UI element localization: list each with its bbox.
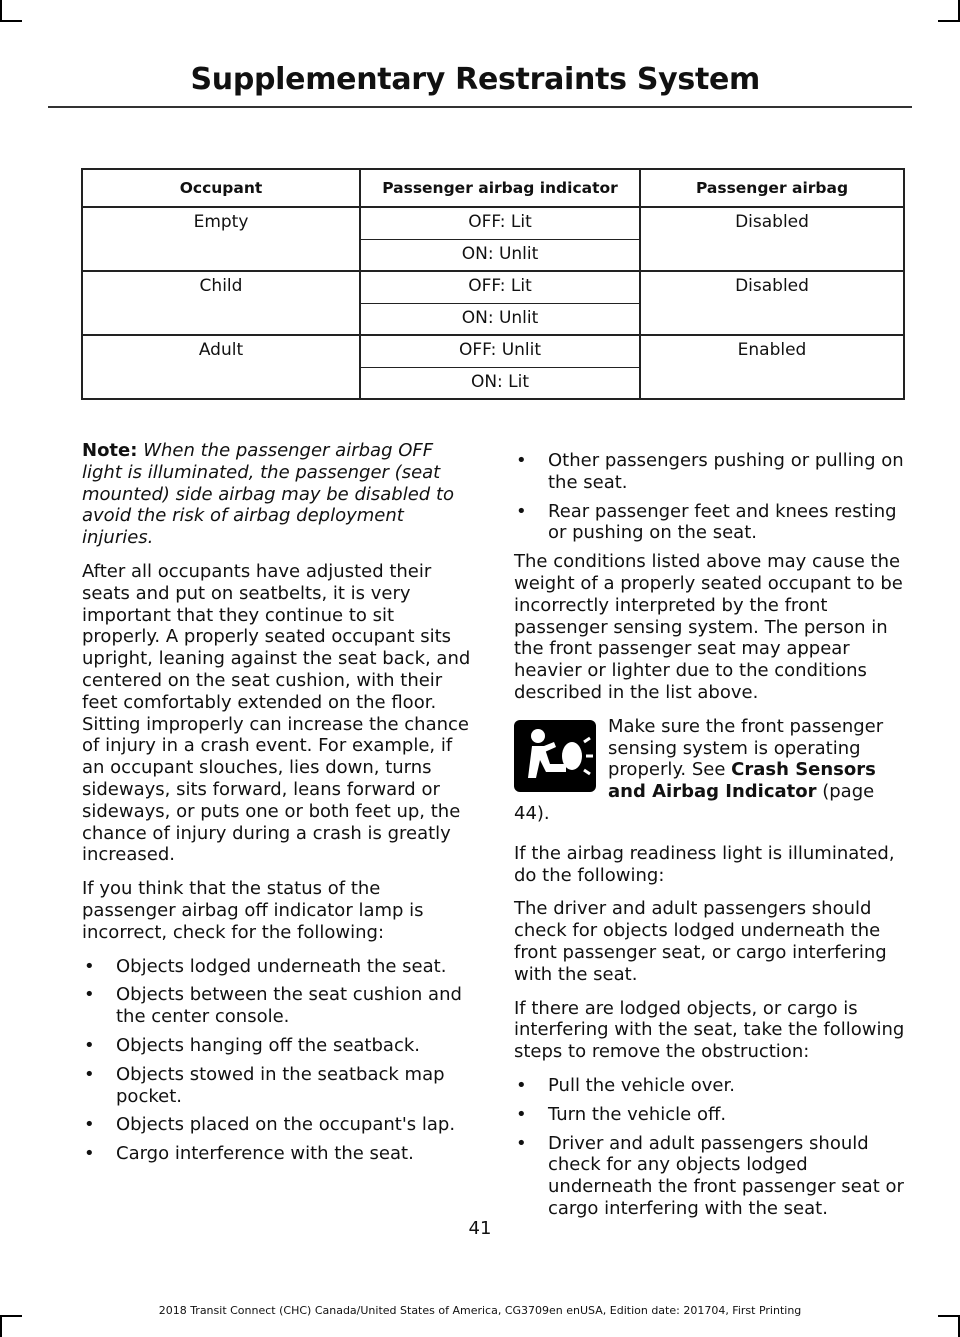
bullet-icon: • bbox=[516, 500, 527, 522]
table-row bbox=[82, 335, 904, 367]
bullet-icon: • bbox=[84, 984, 95, 1006]
footer-edition: 2018 Transit Connect (CHC) Canada/United States of America, CG3709en enUSA, Edition date: 201704, First Printing bbox=[158, 1304, 802, 1317]
paragraph: If there are lodged objects, or cargo is interfering with the seat, take the following steps to remove the obstruction: bbox=[514, 997, 905, 1063]
list-item: • Turn the vehicle off. bbox=[516, 1103, 727, 1125]
indicator-cell: ON: Unlit bbox=[360, 303, 640, 335]
list-item: • Pull the vehicle over. bbox=[516, 1074, 735, 1096]
paragraph: The conditions listed above may cause the weight of a properly seated occupant to be incorrectly interpreted by the front passenger sensing system. The person in the front passenger seat may appear heavier or lighter due to the conditions described in the list above. bbox=[514, 551, 903, 703]
paragraph: After all occupants have adjusted their seats and put on seatbelts, it is very important that they continue to sit properly. A properly seated occupant sits upright, leaning against the seat back, and centered on the seat cushion, with their feet comfortably extended on the floor. Sitting improperly can increase the chance of injury in a crash event. For example, if an occupant slouches, lies down, turns sideways, sits forward, leans forward or sideways, or puts one or both feet up, the chance of injury during a crash is greatly increased. bbox=[82, 560, 471, 866]
list-item: • Driver and adult passengers should check for any objects lodged underneath the front passenger seat or cargo interfering with the seat. bbox=[516, 1132, 904, 1219]
table-row bbox=[82, 271, 904, 303]
list-item: • Rear passenger feet and knees resting or pushing on the seat. bbox=[516, 500, 897, 544]
crop-mark bbox=[0, 1315, 2, 1337]
paragraph: The driver and adult passengers should check for objects lodged underneath the front passenger seat, or cargo interfering with the seat. bbox=[514, 898, 887, 985]
list-item: • Objects hanging off the seatback. bbox=[84, 1034, 420, 1056]
page-title: Supplementary Restraints System bbox=[190, 62, 760, 97]
indicator-cell: ON: Lit bbox=[360, 367, 640, 399]
indicator-cell: OFF: Unlit bbox=[360, 335, 640, 367]
airbag-cell: Disabled bbox=[640, 207, 904, 271]
indicator-cell: OFF: Lit bbox=[360, 207, 640, 239]
indicator-cell: ON: Unlit bbox=[360, 239, 640, 271]
bullet-icon: • bbox=[84, 1034, 95, 1056]
list-item: • Cargo interference with the seat. bbox=[84, 1143, 414, 1165]
table-header: Passenger airbag bbox=[640, 169, 904, 207]
paragraph: If the airbag readiness light is illuminated, do the following: bbox=[514, 842, 895, 886]
bullet-icon: • bbox=[516, 1074, 527, 1096]
table-header: Passenger airbag indicator bbox=[360, 169, 640, 207]
occupant-cell: Child bbox=[82, 271, 360, 335]
list-item: • Objects placed on the occupant's lap. bbox=[84, 1114, 456, 1136]
warning-block bbox=[514, 716, 906, 825]
bullet-icon: • bbox=[516, 1132, 527, 1154]
bullet-icon: • bbox=[516, 1103, 527, 1125]
check-list bbox=[82, 956, 474, 1165]
bullet-icon: • bbox=[84, 1114, 95, 1136]
bullet-icon: • bbox=[516, 450, 527, 471]
crop-mark bbox=[938, 20, 960, 22]
note-label: Note: bbox=[82, 440, 138, 461]
occupant-cell: Empty bbox=[82, 207, 360, 271]
airbag-status-table bbox=[81, 168, 905, 400]
crop-mark bbox=[0, 0, 2, 22]
page-number: 41 bbox=[468, 1218, 492, 1239]
table-header-row bbox=[82, 169, 904, 207]
occupant-cell: Adult bbox=[82, 335, 360, 399]
table-header: Occupant bbox=[82, 169, 360, 207]
page-reference: (page 44). bbox=[514, 781, 875, 824]
list-item: • Objects lodged underneath the seat. bbox=[84, 955, 447, 977]
paragraph: If you think that the status of the passenger airbag off indicator lamp is incorrect, check for the following: bbox=[82, 878, 424, 943]
note bbox=[82, 440, 474, 549]
airbag-cell: Disabled bbox=[640, 271, 904, 335]
cross-reference-link[interactable]: Crash Sensors and Airbag Indicator bbox=[608, 759, 876, 803]
airbag-warning-icon bbox=[514, 720, 596, 792]
header-divider bbox=[48, 106, 912, 108]
warning-text: Make sure the front passenger sensing system is operating properly. See bbox=[608, 715, 884, 781]
airbag-cell: Enabled bbox=[640, 335, 904, 399]
list-item: • Other passengers pushing or pulling on the seat. bbox=[516, 450, 904, 493]
indicator-cell: OFF: Lit bbox=[360, 271, 640, 303]
bullet-icon: • bbox=[84, 955, 95, 977]
crop-mark bbox=[0, 20, 22, 22]
list-item: • Objects between the seat cushion and the center console. bbox=[84, 984, 462, 1028]
steps-list bbox=[514, 1075, 906, 1220]
list-item: • Objects stowed in the seatback map pocket. bbox=[84, 1063, 445, 1107]
note-text: When the passenger airbag OFF light is illuminated, the passenger (seat mounted) side airbag may be disabled to avoid the risk of airbag deployment injuries. bbox=[82, 440, 455, 549]
right-column bbox=[514, 450, 906, 1227]
bullet-icon: • bbox=[84, 1063, 95, 1085]
table-row bbox=[82, 207, 904, 239]
condition-list bbox=[514, 450, 906, 544]
bullet-icon: • bbox=[84, 1143, 95, 1165]
left-column bbox=[82, 440, 474, 1172]
